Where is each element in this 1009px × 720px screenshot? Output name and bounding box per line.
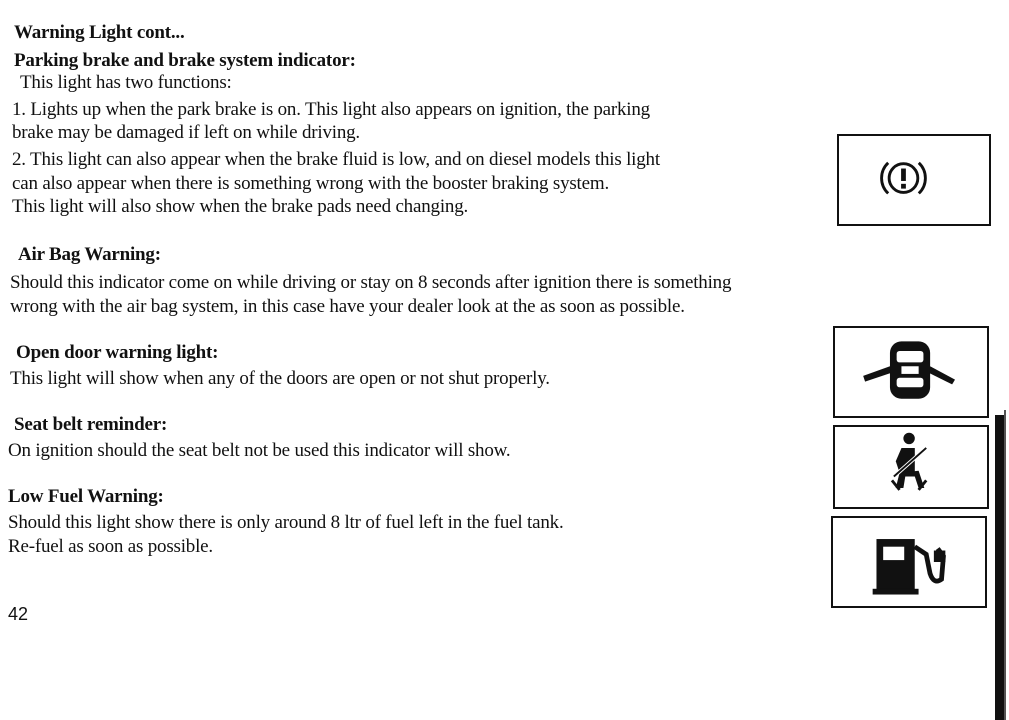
airbag-text-line: wrong with the air bag system, in this case have your dealer look at the as soon as possible. [10, 296, 685, 317]
brake-warning-icon [839, 136, 989, 224]
door-text-line: This light will show when any of the doors are open or not shut properly. [10, 368, 550, 389]
open-door-icon [835, 328, 987, 416]
section-heading-parking-brake: Parking brake and brake system indicator: [14, 50, 356, 71]
seatbelt-icon-box [833, 425, 989, 509]
section-heading-warning-light-cont: Warning Light cont... [14, 22, 185, 43]
section-heading-low-fuel: Low Fuel Warning: [8, 486, 164, 507]
fuel-pump-icon [833, 518, 985, 606]
section-heading-seat-belt: Seat belt reminder: [14, 414, 168, 435]
brake-text-line: This light has two functions: [20, 72, 232, 93]
fuel-text-line: Re-fuel as soon as possible. [8, 536, 213, 557]
brake-text-line: 2. This light can also appear when the brake fluid is low, and on diesel models this light [12, 149, 660, 170]
section-heading-air-bag: Air Bag Warning: [18, 244, 161, 265]
fuel-pump-icon-box [831, 516, 987, 608]
brake-text-line: can also appear when there is something wrong with the booster braking system. [12, 173, 610, 194]
seatbelt-icon [835, 427, 987, 507]
open-door-icon-box [833, 326, 989, 418]
fuel-text-line: Should this light show there is only around 8 ltr of fuel left in the fuel tank. [8, 512, 564, 533]
brake-text-line: 1. Lights up when the park brake is on. This light also appears on ignition, the parking [12, 99, 650, 120]
brake-warning-icon-box [837, 134, 991, 226]
page-edge-line [1004, 410, 1006, 720]
page-edge-shadow [995, 415, 1004, 720]
brake-text-line: brake may be damaged if left on while driving. [12, 122, 360, 143]
seatbelt-text-line: On ignition should the seat belt not be used this indicator will show. [8, 440, 511, 461]
brake-text-line: This light will also show when the brake pads need changing. [12, 196, 469, 217]
section-heading-open-door: Open door warning light: [16, 342, 219, 363]
airbag-text-line: Should this indicator come on while driving or stay on 8 seconds after ignition there is something [10, 272, 732, 293]
page-number: 42 [8, 604, 29, 624]
